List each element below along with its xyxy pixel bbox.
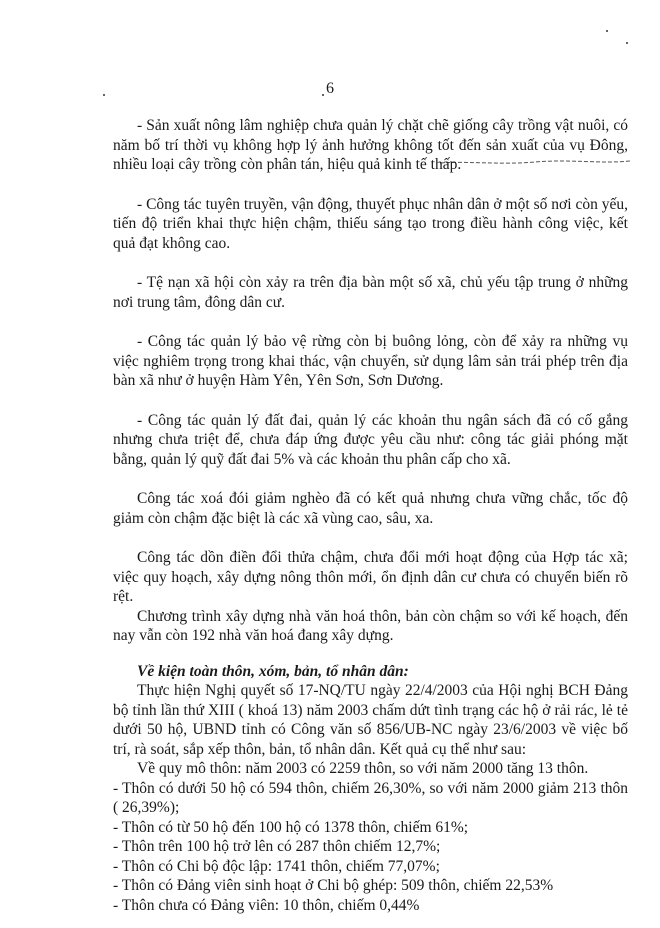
paragraph-cultural-houses: Chương trình xây dựng nhà văn hoá thôn, bản còn chậm so với kế hoạch, đến nay vẫn còn 192 nhà văn hoá đang xây dựng. [113,607,628,644]
scan-speck [606,30,608,32]
scan-speck [626,42,628,44]
page-number: 6 [326,80,334,97]
section-heading: Về kiện toàn thôn, xóm, bản, tổ nhân dân: [137,662,409,680]
paragraph-land-consolidation: Công tác dồn điền đổi thửa chậm, chưa đổi mới hoạt động của Hợp tác xã; việc quy hoạch, xây dựng nông thôn mới, ổn định dân cư chưa có chuyển biến rõ rệt. [113,549,628,605]
paragraph-forest-protection: - Công tác quản lý bảo vệ rừng còn bị buông lỏng, còn để xảy ra những vụ việc nghiêm trọng trong khai thác, vận chuyển, sử dụng lâm sản trái phép trên địa bàn xã như ở huyện Hàm Yên, Yên Sơn, Sơn Dương. [113,333,628,389]
document-body [113,116,628,915]
section-intro: Thực hiện Nghị quyết số 17-NQ/TU ngày 22/4/2003 của Hội nghị BCH Đảng bộ tỉnh lần thứ XIII ( khoá 13) năm 2003 chấm dứt tình trạng các hộ ở rải rác, lẻ tẻ dưới 50 hộ, UBND tỉnh có Công văn số 856/UB-NC ngày 23/6/2003 về việc bố trí, rà soát, sắp xếp thôn, bản, tổ nhân dân. Kết quả cụ thể như sau: [113,682,628,758]
village-scale-line: Về quy mô thôn: năm 2003 có 2259 thôn, so với năm 2000 tăng 13 thôn. [137,760,589,777]
paragraph-propaganda: - Công tác tuyên truyền, vận động, thuyết phục nhân dân ở một số nơi còn yếu, tiến độ triển khai thực hiện chậm, thiếu sáng tạo trong điều hành công việc, kết quả đạt không cao. [113,195,628,252]
list-item: - Thôn có dưới 50 hộ có 594 thôn, chiếm 26,30%, so với năm 2000 giảm 213 thôn ( 26,39%); [113,779,628,816]
paragraph-agriculture: - Sản xuất nông lâm nghiệp chưa quản lý chặt chẽ giống cây trồng vật nuôi, có năm bố trí thời vụ không hợp lý ảnh hưởng không tốt đến sản xuất của vụ Đông, nhiều loại cây trồng còn phân tán, hiệu quả kinh tế thấp. [113,117,628,173]
list-item: - Thôn có từ 50 hộ đến 100 hộ có 1378 thôn, chiếm 61%; [113,818,469,836]
list-item: - Thôn chưa có Đảng viên: 10 thôn, chiếm 0,44% [113,896,420,914]
paragraph-land-management: - Công tác quản lý đất đai, quản lý các khoản thu ngân sách đã có cố gắng nhưng chưa triệt để, chưa đáp ứng được yêu cầu như: công tác giải phóng mặt bằng, quản lý quỹ đất đai 5% và các khoản thu phân cấp cho xã. [113,411,628,468]
list-item: - Thôn có Chi bộ độc lập: 1741 thôn, chiếm 77,07%; [113,857,440,875]
list-item: - Thôn có Đảng viên sinh hoạt ở Chi bộ ghép: 509 thôn, chiếm 22,53% [113,877,554,894]
paragraph-poverty-reduction: Công tác xoá đói giảm nghèo đã có kết quả nhưng chưa vững chắc, tốc độ giảm còn chậm đặc biệt là các xã vùng cao, sâu, xa. [113,490,628,527]
paragraph-social-evils: - Tệ nạn xã hội còn xảy ra trên địa bàn một số xã, chủ yếu tập trung ở những nơi trung tâm, đông dân cư. [113,274,628,311]
list-item: - Thôn trên 100 hộ trở lên có 287 thôn chiếm 12,7%; [113,838,441,855]
